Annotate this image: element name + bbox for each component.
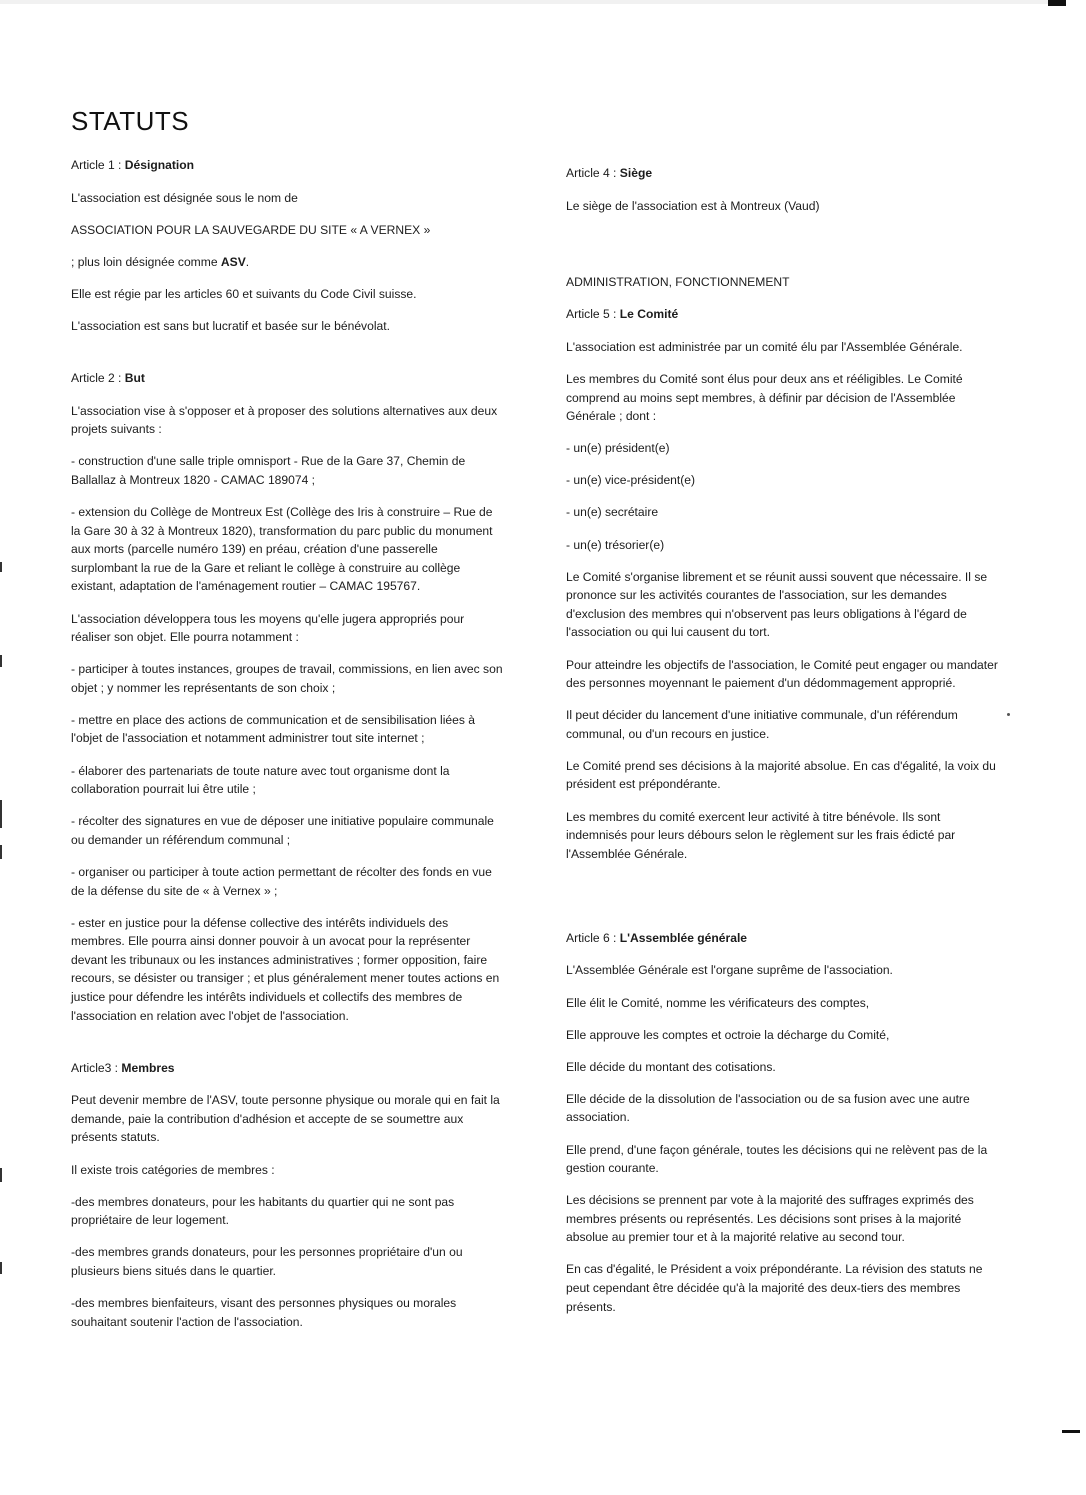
list-item: - un(e) trésorier(e) <box>566 537 665 552</box>
paragraph: En cas d'égalité, le Président a voix prépondérante. La révision des statuts ne peut cependant être décidée qu'à la majorité des deux-tiers des membres présents. <box>566 1262 983 1314</box>
right-column <box>566 164 998 1330</box>
page-title: STATUTS <box>71 106 190 136</box>
section-heading: ADMINISTRATION, FONCTIONNEMENT <box>566 274 790 289</box>
article-1-heading <box>71 156 503 175</box>
paragraph: Elle est régie par les articles 60 et suivants du Code Civil suisse. <box>71 286 417 301</box>
scan-edge-tick <box>0 1168 2 1182</box>
article-label: Article3 : <box>71 1060 119 1075</box>
article-title: Le Comité <box>619 307 679 322</box>
paragraph: Le siège de l'association est à Montreux (Vaud) <box>566 198 820 213</box>
list-item: -des membres bienfaiteurs, visant des personnes physiques ou morales souhaitant soutenir l'action de l'association. <box>71 1296 457 1329</box>
paragraph: L'association développera tous les moyens qu'elle jugera appropriés pour réaliser son objet. Elle pourra notamment : <box>71 611 465 645</box>
paragraph: L'association est désignée sous le nom de <box>71 190 298 205</box>
list-item: - mettre en place des actions de communication et de sensibilisation liées à l'objet de l'association et notamment administrer tout site internet ; <box>71 712 476 746</box>
list-item: - un(e) président(e) <box>566 441 670 456</box>
paragraph: L'association est sans but lucratif et basée sur le bénévolat. <box>71 318 390 333</box>
acronym: ASV <box>220 254 246 269</box>
paragraph: Il existe trois catégories de membres : <box>71 1162 275 1177</box>
paragraph: Elle élit le Comité, nomme les vérificateurs des comptes, <box>566 995 870 1010</box>
text: ; plus loin désignée comme <box>71 254 221 269</box>
paragraph: Les membres du Comité sont élus pour deux ans et rééligibles. Le Comité comprend au moins sept membres, à définir par décision de l'Assemblée Générale ; dont : <box>566 371 963 424</box>
article-label: Article 2 : <box>71 371 122 386</box>
paragraph: Les décisions se prennent par vote à la majorité des suffrages exprimés des membres présents ou représentés. Les décisions sont prises à la majorité absolue au premier tour et à la majorité relative au second tour. <box>566 1193 974 1245</box>
paragraph: Le Comité prend ses décisions à la majorité absolue. En cas d'égalité, la voix du président est prépondérante. <box>566 758 996 792</box>
paragraph: Le Comité s'organise librement et se réunit aussi souvent que nécessaire. Il se prononce sur les activités courantes de l'association, sur les demandes d'exclusion des membres qui n'observent pas leurs obligations à l'égard de l'association ou qui lui causent du tort. <box>566 569 988 640</box>
paragraph: Elle décide du montant des cotisations. <box>566 1059 776 1074</box>
article-6-heading <box>566 929 998 948</box>
paragraph: L'association est administrée par un comité élu par l'Assemblée Générale. <box>566 339 963 354</box>
left-column <box>71 156 503 1345</box>
article-title: Siège <box>619 166 653 180</box>
article-label: Article 4 : <box>566 166 617 180</box>
article-label: Article 1 : <box>71 158 122 172</box>
article-title: Désignation <box>124 158 195 172</box>
list-item: - élaborer des partenariats de toute nature avec tout organisme dont la collaboration pourrait lui être utile ; <box>71 763 450 797</box>
scan-edge-tick <box>0 562 2 572</box>
paragraph <box>71 253 503 272</box>
scan-edge <box>0 0 1060 4</box>
association-name: ASSOCIATION POUR LA SAUVEGARDE DU SITE « A VERNEX » <box>71 222 431 237</box>
scan-corner-mark <box>1048 0 1066 6</box>
paragraph: Elle décide de la dissolution de l'association ou de sa fusion avec une autre association. <box>566 1091 970 1125</box>
scan-corner-mark <box>1062 1430 1080 1433</box>
text: . <box>245 254 250 269</box>
list-item: - participer à toutes instances, groupes de travail, commissions, en lien avec son objet ; y nommer les représentants de son choix ; <box>71 662 503 695</box>
paragraph: Peut devenir membre de l'ASV, toute personne physique ou morale qui en fait la demande, paie la contribution d'adhésion et accepte de se soumettre aux présents statuts. <box>71 1093 500 1145</box>
list-item: - un(e) secrétaire <box>566 505 659 520</box>
list-item: - ester en justice pour la défense collective des intérêts individuels des membres. Elle pourra ainsi donner pouvoir à un avocat pour la représenter devant les tribunaux ou les instances administratives ; former opposition, faire recours, se désister ou transiger ; et plus généralement mener toutes actions en justice pour défendre les intérêts individuels et collectifs des membres de l'association en relation avec l'objet de l'association. <box>71 915 500 1023</box>
paragraph: Les membres du comité exercent leur activité à titre bénévole. Ils sont indemnisés pour leurs débours selon le règlement sur les frais édicté par l'Assemblée Générale. <box>566 809 956 861</box>
paragraph: Il peut décider du lancement d'une initiative communale, d'un référendum communal, ou d'un recours en justice. <box>566 708 958 741</box>
article-title: Membres <box>121 1060 175 1075</box>
article-2-heading <box>71 369 503 388</box>
article-3-heading <box>71 1059 503 1078</box>
article-title: But <box>124 371 145 386</box>
article-4-heading <box>566 164 998 183</box>
list-item: -des membres donateurs, pour les habitants du quartier qui ne sont pas propriétaire de leur logement. <box>71 1194 455 1228</box>
paragraph: L'association vise à s'opposer et à proposer des solutions alternatives aux deux projets suivants : <box>71 403 498 437</box>
article-5-heading <box>566 305 998 324</box>
article-label: Article 5 : <box>566 307 617 322</box>
paragraph: Pour atteindre les objectifs de l'association, le Comité peut engager ou mandater des personnes moyennant le paiement d'un dédommagement approprié. <box>566 657 998 691</box>
list-item: - organiser ou participer à toute action permettant de récolter des fonds en vue de la défense du site de « à Vernex » ; <box>71 864 492 898</box>
article-title: L'Assemblée générale <box>619 930 748 945</box>
paragraph: Elle approuve les comptes et octroie la décharge du Comité, <box>566 1027 890 1042</box>
list-item: - extension du Collège de Montreux Est (Collège des Iris à construire – Rue de la Gare 30 à 32 à Montreux 1820), transformation du parc public du monument aux morts (parcelle numéro 139) en préau, création d'une passerelle surplombant la rue de la Gare et reliant le collège à construire au collège existant, adaptation de l'aménagement routier – CAMAC 195767. <box>71 505 493 594</box>
list-item: -des membres grands donateurs, pour les personnes propriétaire d'un ou plusieurs biens situés dans le quartier. <box>71 1245 463 1278</box>
paragraph: Elle prend, d'une façon générale, toutes les décisions qui ne relèvent pas de la gestion courante. <box>566 1142 988 1176</box>
scan-edge-tick <box>0 1262 2 1274</box>
article-label: Article 6 : <box>566 930 617 945</box>
scan-edge-tick <box>0 845 2 859</box>
scan-edge-tick <box>0 655 2 667</box>
scan-edge-tick <box>0 800 2 828</box>
list-item: - récolter des signatures en vue de déposer une initiative populaire communale ou demander un référendum communal ; <box>71 814 494 847</box>
paragraph: L'Assemblée Générale est l'organe suprême de l'association. <box>566 963 893 978</box>
scan-speck <box>1007 713 1010 716</box>
list-item: - construction d'une salle triple omnisport - Rue de la Gare 37, Chemin de Ballallaz à Montreux 1820 - CAMAC 189074 ; <box>71 454 466 487</box>
list-item: - un(e) vice-président(e) <box>566 473 696 488</box>
